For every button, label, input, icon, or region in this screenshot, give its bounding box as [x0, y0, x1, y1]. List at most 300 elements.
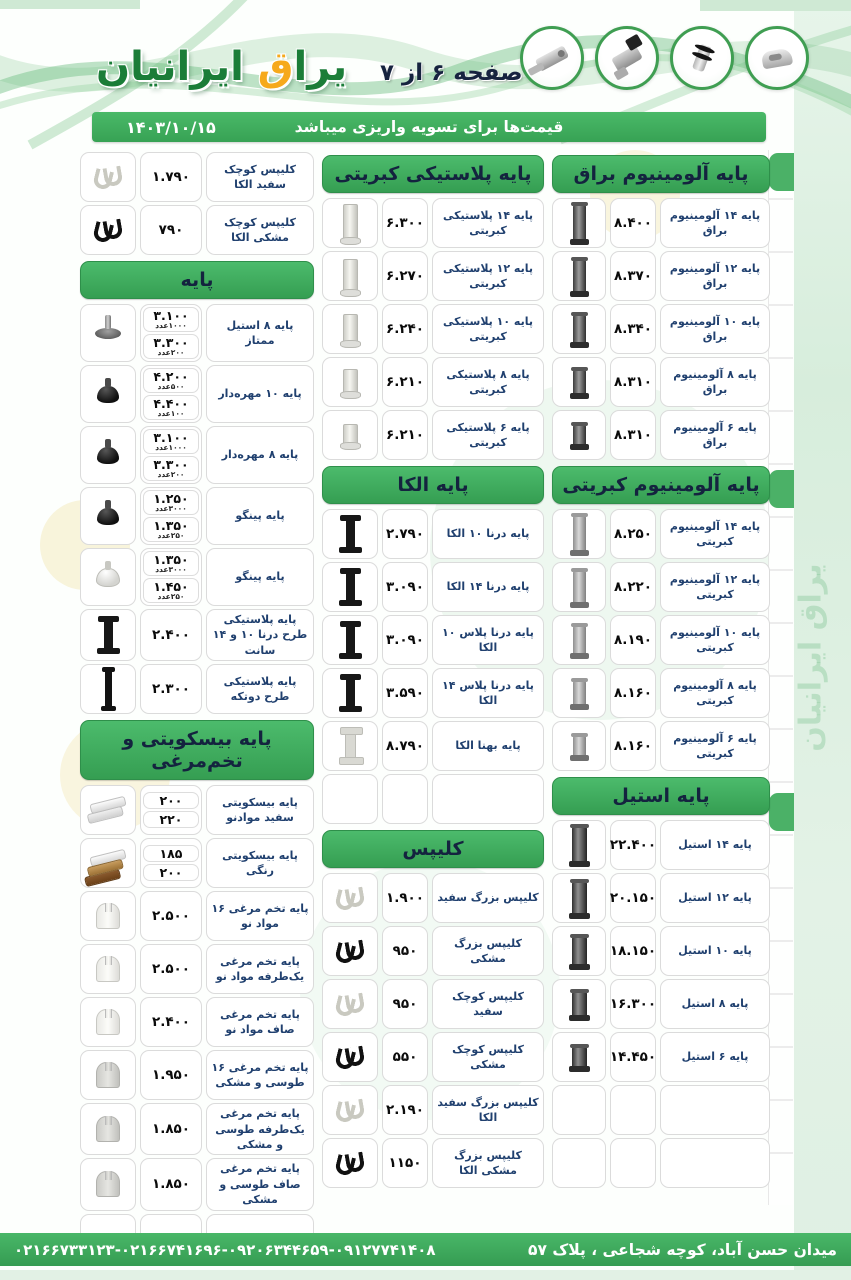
price-tier: [143, 490, 199, 515]
product-name: پایه تخم مرغی صاف مواد نو: [206, 997, 314, 1047]
product-row: [552, 198, 770, 248]
product-name: پایه پلاستیکی طرح دوتکه: [206, 664, 314, 714]
product-row: [80, 891, 314, 941]
product-row: [80, 997, 314, 1047]
ibeam-black-icon: [346, 679, 355, 707]
product-image: [552, 1138, 606, 1188]
product-row: [80, 365, 314, 423]
product-image: [322, 509, 378, 559]
product-price: ۸.۳۴۰: [610, 304, 656, 354]
product-row: [552, 304, 770, 354]
product-image: [552, 820, 606, 870]
product-name: پایه تخم مرغی ۱۶ مواد نو: [206, 891, 314, 941]
product-image: [322, 1138, 378, 1188]
product-price: ۶.۲۷۰: [382, 251, 428, 301]
product-row: [322, 668, 544, 718]
product-price: ۱.۹۵۰: [140, 1050, 202, 1100]
cyl-steel-icon: [572, 1047, 587, 1068]
product-price: [610, 1138, 656, 1188]
price-column: [80, 152, 314, 1264]
bottom-strip: [0, 1270, 851, 1280]
price-tier: [143, 456, 199, 481]
product-row: [552, 615, 770, 665]
egg-gray-icon: [96, 1062, 120, 1088]
product-row: [322, 615, 544, 665]
product-price: ۲۰.۱۵۰: [610, 873, 656, 923]
cutoff-cells-strip: [768, 150, 793, 1205]
product-name: پایه ۶ استیل: [660, 1032, 770, 1082]
product-row: [552, 562, 770, 612]
product-name: پایه پینگو: [206, 548, 314, 606]
product-name: پایه ۱۰ استیل: [660, 926, 770, 976]
biscuit-white-icon: [89, 796, 126, 814]
price-tier: [143, 517, 199, 542]
product-image: [80, 785, 136, 835]
product-image: [552, 251, 606, 301]
shelf-grommet-icon: [670, 26, 734, 90]
tier-quantity: ۲۵۰عدد: [157, 592, 185, 602]
product-image: [552, 562, 606, 612]
product-price: ۳.۵۹۰: [382, 668, 428, 718]
product-name: پایه پینگو: [206, 487, 314, 545]
price-tables: [78, 152, 770, 1264]
product-row: [80, 548, 314, 606]
cyl-dark-icon: [573, 315, 586, 344]
product-name: کلیپس بزرگ سفید: [432, 873, 544, 923]
product-name: پایه ۸ آلومینیوم براق: [660, 357, 770, 407]
product-name: پایه ۱۴ آلومینیوم کبریتی: [660, 509, 770, 559]
product-price: ۸.۴۰۰: [610, 198, 656, 248]
product-price: ۳.۰۹۰: [382, 615, 428, 665]
product-price: ۹۵۰: [382, 926, 428, 976]
cabinet-hinge-glyph: [611, 45, 643, 72]
product-price: [140, 785, 202, 835]
cyl-matte-icon: [573, 571, 586, 604]
product-image: [80, 1050, 136, 1100]
product-name: پایه درنا پلاس ۱۴ الکا: [432, 668, 544, 718]
product-image: [552, 615, 606, 665]
shelf-grommet-glyph: [692, 44, 712, 73]
tier-quantity: ۲۰۰عدد: [157, 470, 185, 480]
product-image: [80, 609, 136, 661]
product-image: [80, 487, 136, 545]
product-name: کلیپس کوچک سفید الکا: [206, 152, 314, 202]
product-image: [80, 152, 136, 202]
page-number: صفحه ۶ از ۷: [380, 60, 523, 86]
product-row: [322, 357, 544, 407]
tier-price: ۱.۲۵۰: [153, 491, 189, 506]
product-name: پایه پلاستیکی طرح درنا ۱۰ و ۱۴ سانت: [206, 609, 314, 661]
product-price: ۶.۲۱۰: [382, 357, 428, 407]
ibeam-black-icon: [346, 520, 355, 548]
product-row: [322, 926, 544, 976]
knob-black-icon: [97, 447, 119, 464]
cyl-white-icon: [343, 369, 358, 396]
product-name: پایه ۶ آلومینیوم کبریتی: [660, 721, 770, 771]
egg-white-icon: [96, 956, 120, 982]
clip-black-icon: [335, 1152, 365, 1174]
product-price: ۲.۱۹۰: [382, 1085, 428, 1135]
tier-quantity: ۱۰۰۰عدد: [155, 321, 187, 331]
clip-black-icon: [335, 940, 365, 962]
product-price: ۸.۳۱۰: [610, 357, 656, 407]
empty-row: [552, 1085, 770, 1135]
cyl-matte-icon: [573, 516, 586, 552]
price-tier: [143, 792, 199, 809]
product-row: [322, 509, 544, 559]
product-image: [80, 426, 136, 484]
logo-accent: ق: [257, 44, 294, 90]
product-image: [552, 1032, 606, 1082]
price-tier: [143, 551, 199, 576]
product-price: ۶.۲۱۰: [382, 410, 428, 460]
product-image: [80, 304, 136, 362]
door-latch-icon: [520, 26, 584, 90]
product-image: [80, 664, 136, 714]
product-image: [80, 365, 136, 423]
product-price: ۸.۱۶۰: [610, 721, 656, 771]
product-price: ۵۵۰: [382, 1032, 428, 1082]
product-image: [322, 721, 378, 771]
product-row: [80, 304, 314, 362]
section-header: پایه الکا: [322, 466, 544, 504]
product-price: ۱.۸۵۰: [140, 1103, 202, 1155]
price-tier: [143, 334, 199, 359]
ibeam-white-icon: [345, 731, 356, 761]
product-row: [80, 205, 314, 255]
product-price: [140, 365, 202, 423]
product-price: ۲.۴۰۰: [140, 609, 202, 661]
product-price: ۲.۵۰۰: [140, 891, 202, 941]
product-name: پایه درنا ۱۴ الکا: [432, 562, 544, 612]
product-name: [432, 774, 544, 824]
foot-metal-icon: [95, 328, 121, 339]
cyl-white-icon: [343, 424, 358, 447]
product-image: [322, 668, 378, 718]
product-price: ۱.۹۰۰: [382, 873, 428, 923]
product-price: [610, 1085, 656, 1135]
price-tier: [143, 395, 199, 420]
product-name: پایه ۸ استیل ممتاز: [206, 304, 314, 362]
product-name: کلیپس کوچک مشکی الکا: [206, 205, 314, 255]
ibeam-black-icon: [346, 626, 355, 654]
product-name: پایه تخم مرغی صاف طوسی و مشکی: [206, 1158, 314, 1210]
product-image: [322, 926, 378, 976]
egg-gray-icon: [96, 1116, 120, 1142]
tier-price: ۲۰۰: [159, 793, 183, 809]
product-row: [322, 1032, 544, 1082]
tier-price: ۳.۱۰۰: [153, 430, 189, 445]
header-stub: [769, 470, 794, 508]
header-stub: [769, 793, 794, 831]
product-price: ۶.۳۰۰: [382, 198, 428, 248]
knob-black-icon: [97, 508, 119, 525]
footer-address: میدان حسن آباد، کوچه شجاعی ، پلاک ۵۷: [528, 1240, 837, 1259]
ibeam-black-icon: [346, 573, 355, 601]
post-black-icon: [105, 671, 112, 707]
product-row: [552, 668, 770, 718]
product-image: [552, 509, 606, 559]
product-row: [322, 873, 544, 923]
cyl-steel-icon: [572, 827, 587, 863]
tier-quantity: ۳۰۰۰عدد: [155, 565, 187, 575]
product-name: پایه ۸ پلاستیکی کبریتی: [432, 357, 544, 407]
product-image: [322, 979, 378, 1029]
product-name: پایه تخم مرغی یک‌طرفه مواد نو: [206, 944, 314, 994]
product-name: پایه بیسکویتی سفید موادنو: [206, 785, 314, 835]
product-name: پایه ۸ مهره‌دار: [206, 426, 314, 484]
logo-watermark: یراق ایرانیان: [793, 563, 829, 752]
product-name: پایه ۱۰ آلومینیوم براق: [660, 304, 770, 354]
footer-phones: ۰۲۱۶۶۷۳۳۱۲۳-۰۲۱۶۶۷۴۱۶۹۶-۰۹۲۰۶۳۴۴۶۵۹-۰۹۱۲۷۷۴۱۴۰۸: [14, 1240, 436, 1259]
product-name: کلیپس بزرگ مشکی الکا: [432, 1138, 544, 1188]
product-price: [140, 487, 202, 545]
biscuit-color-icon: [89, 849, 126, 867]
product-image: [80, 1103, 136, 1155]
product-row: [322, 304, 544, 354]
product-row: [80, 1158, 314, 1210]
tier-price: ۱.۳۵۰: [153, 552, 189, 567]
product-name: پایه ۱۴ آلومینیوم براق: [660, 198, 770, 248]
corner-cap-glyph: [761, 47, 793, 69]
product-row: [80, 785, 314, 835]
logo-part: ایرانیان: [96, 44, 258, 90]
brand-logo: [96, 44, 347, 90]
cyl-white-icon: [343, 314, 358, 345]
product-row: [552, 926, 770, 976]
product-image: [80, 1158, 136, 1210]
product-image: [322, 357, 378, 407]
product-image: [80, 944, 136, 994]
cabinet-hinge-icon: [595, 26, 659, 90]
header-stub: [769, 153, 794, 191]
product-row: [322, 410, 544, 460]
product-row: [552, 979, 770, 1029]
product-price: ۸.۱۹۰: [610, 615, 656, 665]
product-name: پایه ۱۴ استیل: [660, 820, 770, 870]
product-price: ۱۴.۴۵۰: [610, 1032, 656, 1082]
price-tier: [143, 864, 199, 881]
product-image: [322, 873, 378, 923]
section-header: پایه استیل: [552, 777, 770, 815]
footer-bar: [0, 1233, 851, 1266]
cyl-steel-icon: [572, 992, 587, 1017]
product-price: ۹۵۰: [382, 979, 428, 1029]
product-category-icons: [520, 26, 809, 90]
product-price: ۱.۷۹۰: [140, 152, 202, 202]
product-name: پایه درنا ۱۰ الکا: [432, 509, 544, 559]
product-price: ۳.۰۹۰: [382, 562, 428, 612]
product-price: ۸.۳۱۰: [610, 410, 656, 460]
logo-part: یرا: [293, 44, 348, 90]
product-image: [552, 1085, 606, 1135]
product-row: [80, 426, 314, 484]
price-column: [322, 152, 544, 1188]
product-image: [322, 251, 378, 301]
cyl-matte-icon: [573, 626, 586, 655]
product-price: ۷۹۰: [140, 205, 202, 255]
clip-black-icon: [335, 1046, 365, 1068]
product-image: [80, 891, 136, 941]
product-image: [552, 410, 606, 460]
tier-quantity: ۲۰۰عدد: [157, 348, 185, 358]
ibeam-black-icon: [104, 621, 113, 649]
product-row: [552, 357, 770, 407]
product-row: [80, 1103, 314, 1155]
product-price: ۱۱۵۰: [382, 1138, 428, 1188]
product-name: پایه ۱۲ استیل: [660, 873, 770, 923]
tier-price: ۳.۱۰۰: [153, 308, 189, 323]
product-price: ۸.۲۲۰: [610, 562, 656, 612]
price-column: [552, 152, 770, 1188]
cyl-steel-icon: [572, 937, 587, 966]
product-image: [322, 410, 378, 460]
product-price: ۸.۷۹۰: [382, 721, 428, 771]
product-name: کلیپس کوچک سفید: [432, 979, 544, 1029]
price-notice-text: قیمت‌ها برای تسویه واریزی میباشد: [294, 118, 564, 136]
clip-white-icon: [335, 1099, 365, 1121]
product-price: ۶.۲۴۰: [382, 304, 428, 354]
product-row: [322, 1085, 544, 1135]
product-price: ۲.۷۹۰: [382, 509, 428, 559]
cyl-white-icon: [343, 259, 358, 294]
price-tier: [143, 578, 199, 603]
product-price: [140, 304, 202, 362]
clip-black-icon: [93, 219, 123, 241]
price-tier: [143, 429, 199, 454]
product-image: [552, 198, 606, 248]
tier-price: ۱.۴۵۰: [153, 579, 189, 594]
cyl-matte-icon: [573, 681, 586, 706]
product-row: [80, 1050, 314, 1100]
product-name: پایه ۱۴ پلاستیکی کبریتی: [432, 198, 544, 248]
product-row: [80, 838, 314, 888]
product-image: [322, 304, 378, 354]
product-image: [80, 997, 136, 1047]
product-row: [80, 152, 314, 202]
product-row: [322, 562, 544, 612]
product-price: ۲۲.۴۰۰: [610, 820, 656, 870]
product-price: [140, 838, 202, 888]
tier-quantity: ۲۵۰عدد: [157, 531, 185, 541]
product-image: [80, 838, 136, 888]
product-name: پایه درنا پلاس ۱۰ الکا: [432, 615, 544, 665]
product-row: [322, 251, 544, 301]
empty-row: [552, 1138, 770, 1188]
egg-white-icon: [96, 1009, 120, 1035]
product-price: ۸.۱۶۰: [610, 668, 656, 718]
cyl-dark-icon: [573, 205, 586, 241]
product-price: [382, 774, 428, 824]
product-row: [552, 1032, 770, 1082]
product-image: [552, 668, 606, 718]
egg-gray-icon: [96, 1171, 120, 1197]
section-header: پایه: [80, 261, 314, 299]
product-price: ۲.۵۰۰: [140, 944, 202, 994]
product-price: ۱۸.۱۵۰: [610, 926, 656, 976]
product-row: [552, 509, 770, 559]
product-image: [552, 304, 606, 354]
egg-white-icon: [96, 903, 120, 929]
section-header: پایه بیسکویتی و تخم‌مرغی: [80, 720, 314, 780]
product-name: پایه ۶ آلومینیوم براق: [660, 410, 770, 460]
product-image: [552, 926, 606, 976]
product-row: [322, 979, 544, 1029]
product-row: [80, 944, 314, 994]
product-row: [80, 487, 314, 545]
product-price: [140, 548, 202, 606]
price-tier: [143, 845, 199, 862]
tier-price: ۲۰۰: [159, 865, 183, 881]
product-row: [552, 721, 770, 771]
cyl-dark-icon: [573, 425, 586, 446]
cyl-dark-icon: [573, 370, 586, 395]
section-header: پایه آلومینیوم براق: [552, 155, 770, 193]
product-row: [322, 721, 544, 771]
product-image: [552, 873, 606, 923]
product-image: [322, 1085, 378, 1135]
knob-black-icon: [97, 386, 119, 403]
product-name: پایه بهنا الکا: [432, 721, 544, 771]
cyl-matte-icon: [573, 736, 586, 757]
product-name: پایه ۱۰ مهره‌دار: [206, 365, 314, 423]
product-name: پایه ۱۰ آلومینیوم کبریتی: [660, 615, 770, 665]
product-price: ۱۶.۳۰۰: [610, 979, 656, 1029]
tier-price: ۲۲۰: [159, 812, 183, 828]
tier-price: ۱.۳۵۰: [153, 518, 189, 533]
product-price: ۱.۸۵۰: [140, 1158, 202, 1210]
cyl-white-icon: [343, 204, 358, 242]
price-tier: [143, 307, 199, 332]
product-image: [552, 721, 606, 771]
product-name: [660, 1085, 770, 1135]
corner-cap-icon: [745, 26, 809, 90]
product-row: [322, 1138, 544, 1188]
product-name: کلیپس بزرگ سفید الکا: [432, 1085, 544, 1135]
product-row: [552, 820, 770, 870]
product-name: پایه ۶ پلاستیکی کبریتی: [432, 410, 544, 460]
tier-price: ۴.۴۰۰: [153, 396, 189, 411]
product-name: پایه ۱۲ آلومینیوم کبریتی: [660, 562, 770, 612]
tier-quantity: ۳۰۰۰عدد: [155, 504, 187, 514]
tier-price: ۳.۳۰۰: [153, 335, 189, 350]
product-image: [552, 979, 606, 1029]
section-header: پایه پلاستیکی کبریتی: [322, 155, 544, 193]
product-name: پایه تخم مرغی ۱۶ طوسی و مشکی: [206, 1050, 314, 1100]
price-notice-banner: [92, 112, 766, 142]
product-name: پایه ۸ آلومینیوم کبریتی: [660, 668, 770, 718]
tier-quantity: ۱۰۰عدد: [157, 409, 185, 419]
tier-quantity: ۱۰۰۰عدد: [155, 443, 187, 453]
product-image: [80, 205, 136, 255]
product-name: پایه ۱۲ پلاستیکی کبریتی: [432, 251, 544, 301]
clip-white-icon: [335, 887, 365, 909]
clip-white-icon: [335, 993, 365, 1015]
product-image: [322, 615, 378, 665]
product-row: [80, 664, 314, 714]
product-image: [322, 1032, 378, 1082]
product-image: [322, 774, 378, 824]
product-image: [80, 548, 136, 606]
product-name: پایه ۱۲ آلومینیوم براق: [660, 251, 770, 301]
product-price: ۲.۴۰۰: [140, 997, 202, 1047]
price-tier: [143, 811, 199, 828]
product-row: [552, 873, 770, 923]
price-tier: [143, 368, 199, 393]
product-name: پایه بیسکویتی رنگی: [206, 838, 314, 888]
page-header: [0, 0, 851, 146]
product-price: ۸.۳۷۰: [610, 251, 656, 301]
